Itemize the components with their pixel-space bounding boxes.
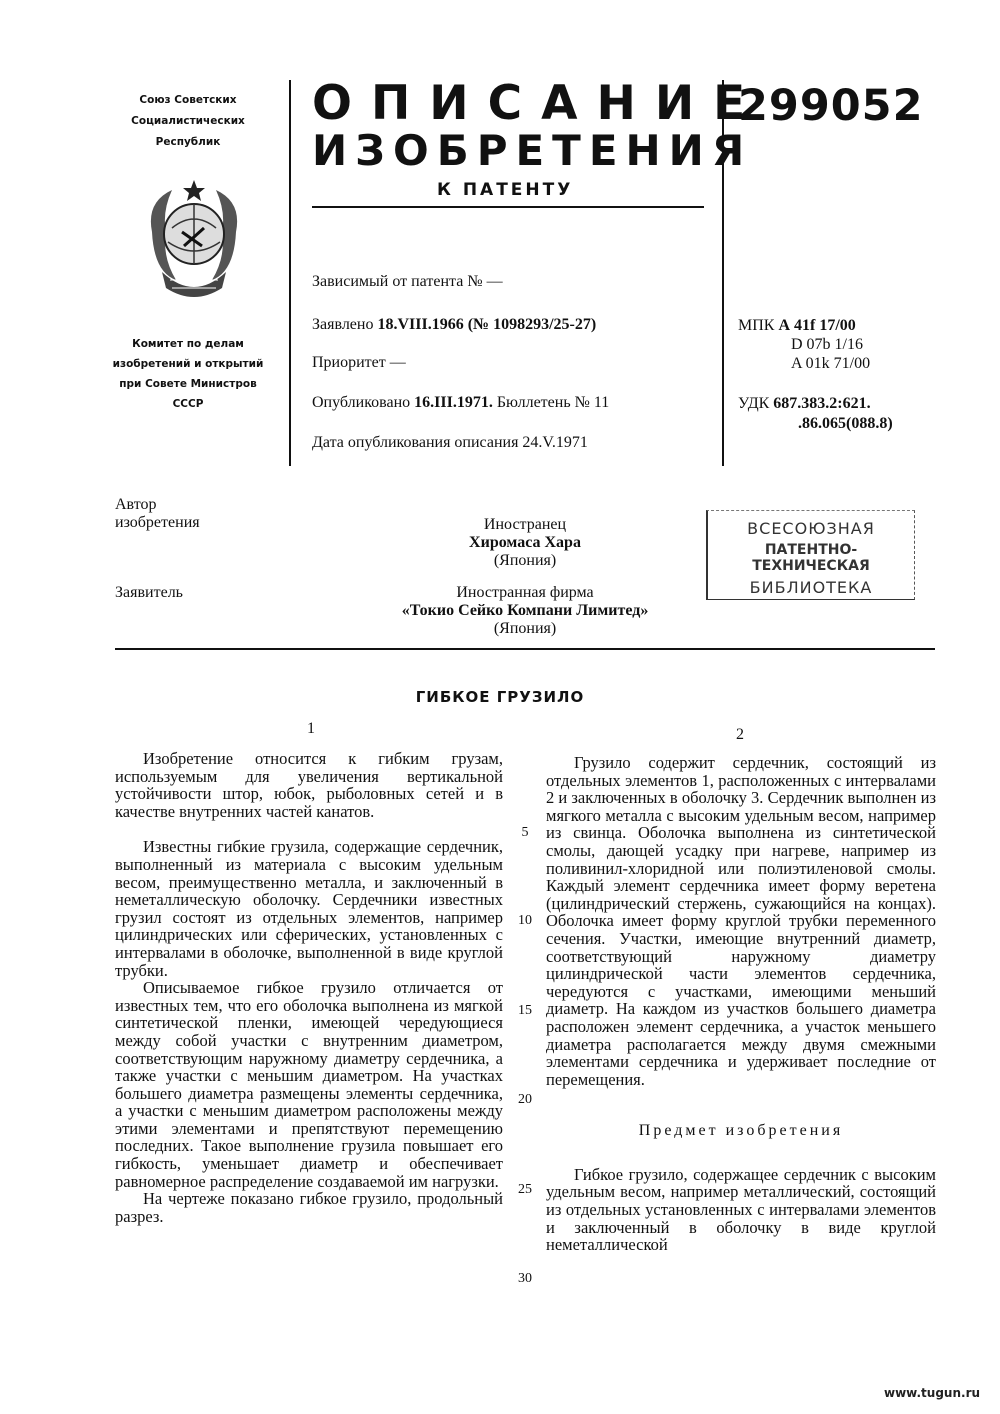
mpk-block <box>738 316 870 373</box>
doc-subtitle: К ПАТЕНТУ <box>437 180 574 200</box>
committee-line-2: изобретений и открытий <box>112 358 264 370</box>
meta-block <box>312 272 503 292</box>
col1-paragraph-1: Изобретение относится к гибким грузам, используемым для увеличения вертикальной устойчивости штор, юбок, рыболовных сетей и в качестве внутренних частей канатов. <box>115 749 503 821</box>
author-label-line-2: изобретения <box>115 514 200 531</box>
applicant-label: Заявитель <box>115 584 183 601</box>
priority-line: Приоритет — <box>312 354 406 371</box>
title-underline <box>312 206 704 208</box>
udk-main: 687.383.2:621. <box>773 395 871 412</box>
column-2-number: 2 <box>736 726 744 743</box>
udk-cont: .86.065(088.8) <box>798 415 893 432</box>
column-2-text <box>546 754 936 1254</box>
mpk-main: А 41f 17/00 <box>778 317 856 334</box>
section-divider <box>115 648 935 650</box>
line-number-20: 20 <box>518 1092 532 1107</box>
doc-type-title-1: ОПИСАНИЕ <box>312 76 765 131</box>
published-date: 16.III.1971. <box>414 394 493 411</box>
mpk-second: D 07b 1/16 <box>791 336 863 353</box>
col2-paragraph-1: Грузило содержит сердечник, состоящий из отдельных элементов 1, расположенных с интервалами 2 и заключенных в оболочку 3. Сердечник выполнен из мягкого металла с высоким удельным весом, например из свинца. Оболочка выполнена из синтетической смолы, дающей усадку при нагреве, например из поливинил-хлоридной или полиэтиленовой смолы. Каждый элемент сердечника имеет форму веретена (цилиндрический стержень, сужающийся на концах). Оболочка имеет форму круглой трубки переменного сечения. Участки, имеющие внутренний диаметр, соответствующий наружному диаметру цилиндрической части элементов сердечника, чередуются с участками, имеющими меньший диаметр. На каждом из участков большего диаметра расположен элемент сердечника, а участок меньшего диаметра располагается между двумя смежными элементами сердечника и удерживает последние от перемещения. <box>546 753 936 1089</box>
stamp-line-1: ВСЕСОЮЗНАЯ <box>747 519 875 538</box>
author-name: Хиромаса Хара <box>469 534 581 551</box>
author-country: (Япония) <box>493 552 557 569</box>
line-number-5: 5 <box>521 825 529 840</box>
watermark-url: www.tugun.ru <box>884 1386 981 1400</box>
claims-heading: Предмет изобретения <box>638 1122 844 1140</box>
published-prefix: Опубликовано <box>312 394 415 411</box>
stamp-line-3: БИБЛИОТЕКА <box>749 578 873 597</box>
col1-paragraph-4: На чертеже показано гибкое грузило, продольный разрез. <box>115 1189 503 1226</box>
mpk-label: МПК <box>738 317 779 334</box>
filed-line <box>312 316 596 334</box>
published-suffix: Бюллетень № 11 <box>492 394 610 411</box>
author-label-line-1: Автор <box>115 496 157 513</box>
filed-appl: (№ 1098293/25-27) <box>463 316 597 333</box>
col1-paragraph-3: Описываемое гибкое грузило отличается от известных тем, что его оболочка выполнена из мягкой синтетической пленки, имеющей чередующиеся между собой участки с внутренним диаметром, соответствующим наружному диаметру сердечника, а также участки с меньшим диаметром. На участках большего диаметра размещены элементы сердечника, а участки с меньшим диаметром расположены между этими элементами и препятствуют перемещению последних. Такое выполнение грузила повышает его гибкость, уменьшает диаметр и обеспечивает равномерное распределение создаваемой им нагрузки. <box>115 978 503 1191</box>
applicant-name: «Токио Сейко Компани Лимитед» <box>401 602 649 619</box>
published-line <box>312 394 609 412</box>
country-line-1: Союз Советских <box>139 94 237 106</box>
column-1-number: 1 <box>307 720 315 737</box>
applicant-firm: Иностранная фирма <box>456 584 594 601</box>
committee-line-1: Комитет по делам <box>132 338 244 350</box>
committee-name <box>112 334 264 414</box>
country-name <box>128 90 248 153</box>
description-date: Дата опубликования описания 24.V.1971 <box>312 434 588 451</box>
doc-type-title-2: ИЗОБРЕТЕНИЯ <box>312 126 753 175</box>
line-number-25: 25 <box>518 1182 532 1197</box>
udk-block <box>738 394 893 434</box>
udk-label: УДК <box>738 395 774 412</box>
mpk-third: A 01k 71/00 <box>791 355 871 372</box>
country-line-3: Республик <box>155 136 221 148</box>
applicant-block <box>355 584 695 638</box>
ussr-emblem-icon <box>132 172 256 306</box>
committee-line-3: при Совете Министров <box>119 378 257 390</box>
line-number-10: 10 <box>518 913 532 928</box>
author-label <box>115 496 200 532</box>
invention-title: ГИБКОЕ ГРУЗИЛО <box>415 688 585 706</box>
dependent-patent: Зависимый от патента № — <box>312 273 503 290</box>
author-foreigner: Иностранец <box>483 516 567 533</box>
line-number-15: 15 <box>518 1003 532 1018</box>
committee-line-4: СССР <box>172 398 204 410</box>
filed-prefix: Заявлено <box>312 316 378 333</box>
column-1-text <box>115 750 503 1225</box>
country-line-2: Социалистических <box>131 115 245 127</box>
header-divider-left <box>289 80 291 466</box>
col2-paragraph-2: Гибкое грузило, содержащее сердечник с высоким удельным весом, например металлический, состоящий из отдельных установленных с интервалами элементов и заключенный в оболочку в виде круглой неметаллической <box>546 1164 936 1255</box>
stamp-line-2: ПАТЕНТНО-ТЕХНИЧЕСКАЯ <box>752 542 870 574</box>
filed-date: 18.VIII.1966 <box>377 316 464 333</box>
applicant-country: (Япония) <box>493 620 557 637</box>
library-stamp <box>706 510 915 600</box>
author-block <box>405 516 645 570</box>
col1-paragraph-2: Известны гибкие грузила, содержащие сердечник, выполненный из материала с высоким удельным весом, преимущественно металла, и заключенный в неметаллическую оболочку. Сердечники известных грузил состоят из отдельных элементов, например цилиндрических или сферических, установленных с интервалами в оболочке, выполненной в виде круглой трубки. <box>115 837 503 980</box>
patent-number: 299052 <box>738 81 924 131</box>
line-number-30: 30 <box>518 1271 532 1286</box>
